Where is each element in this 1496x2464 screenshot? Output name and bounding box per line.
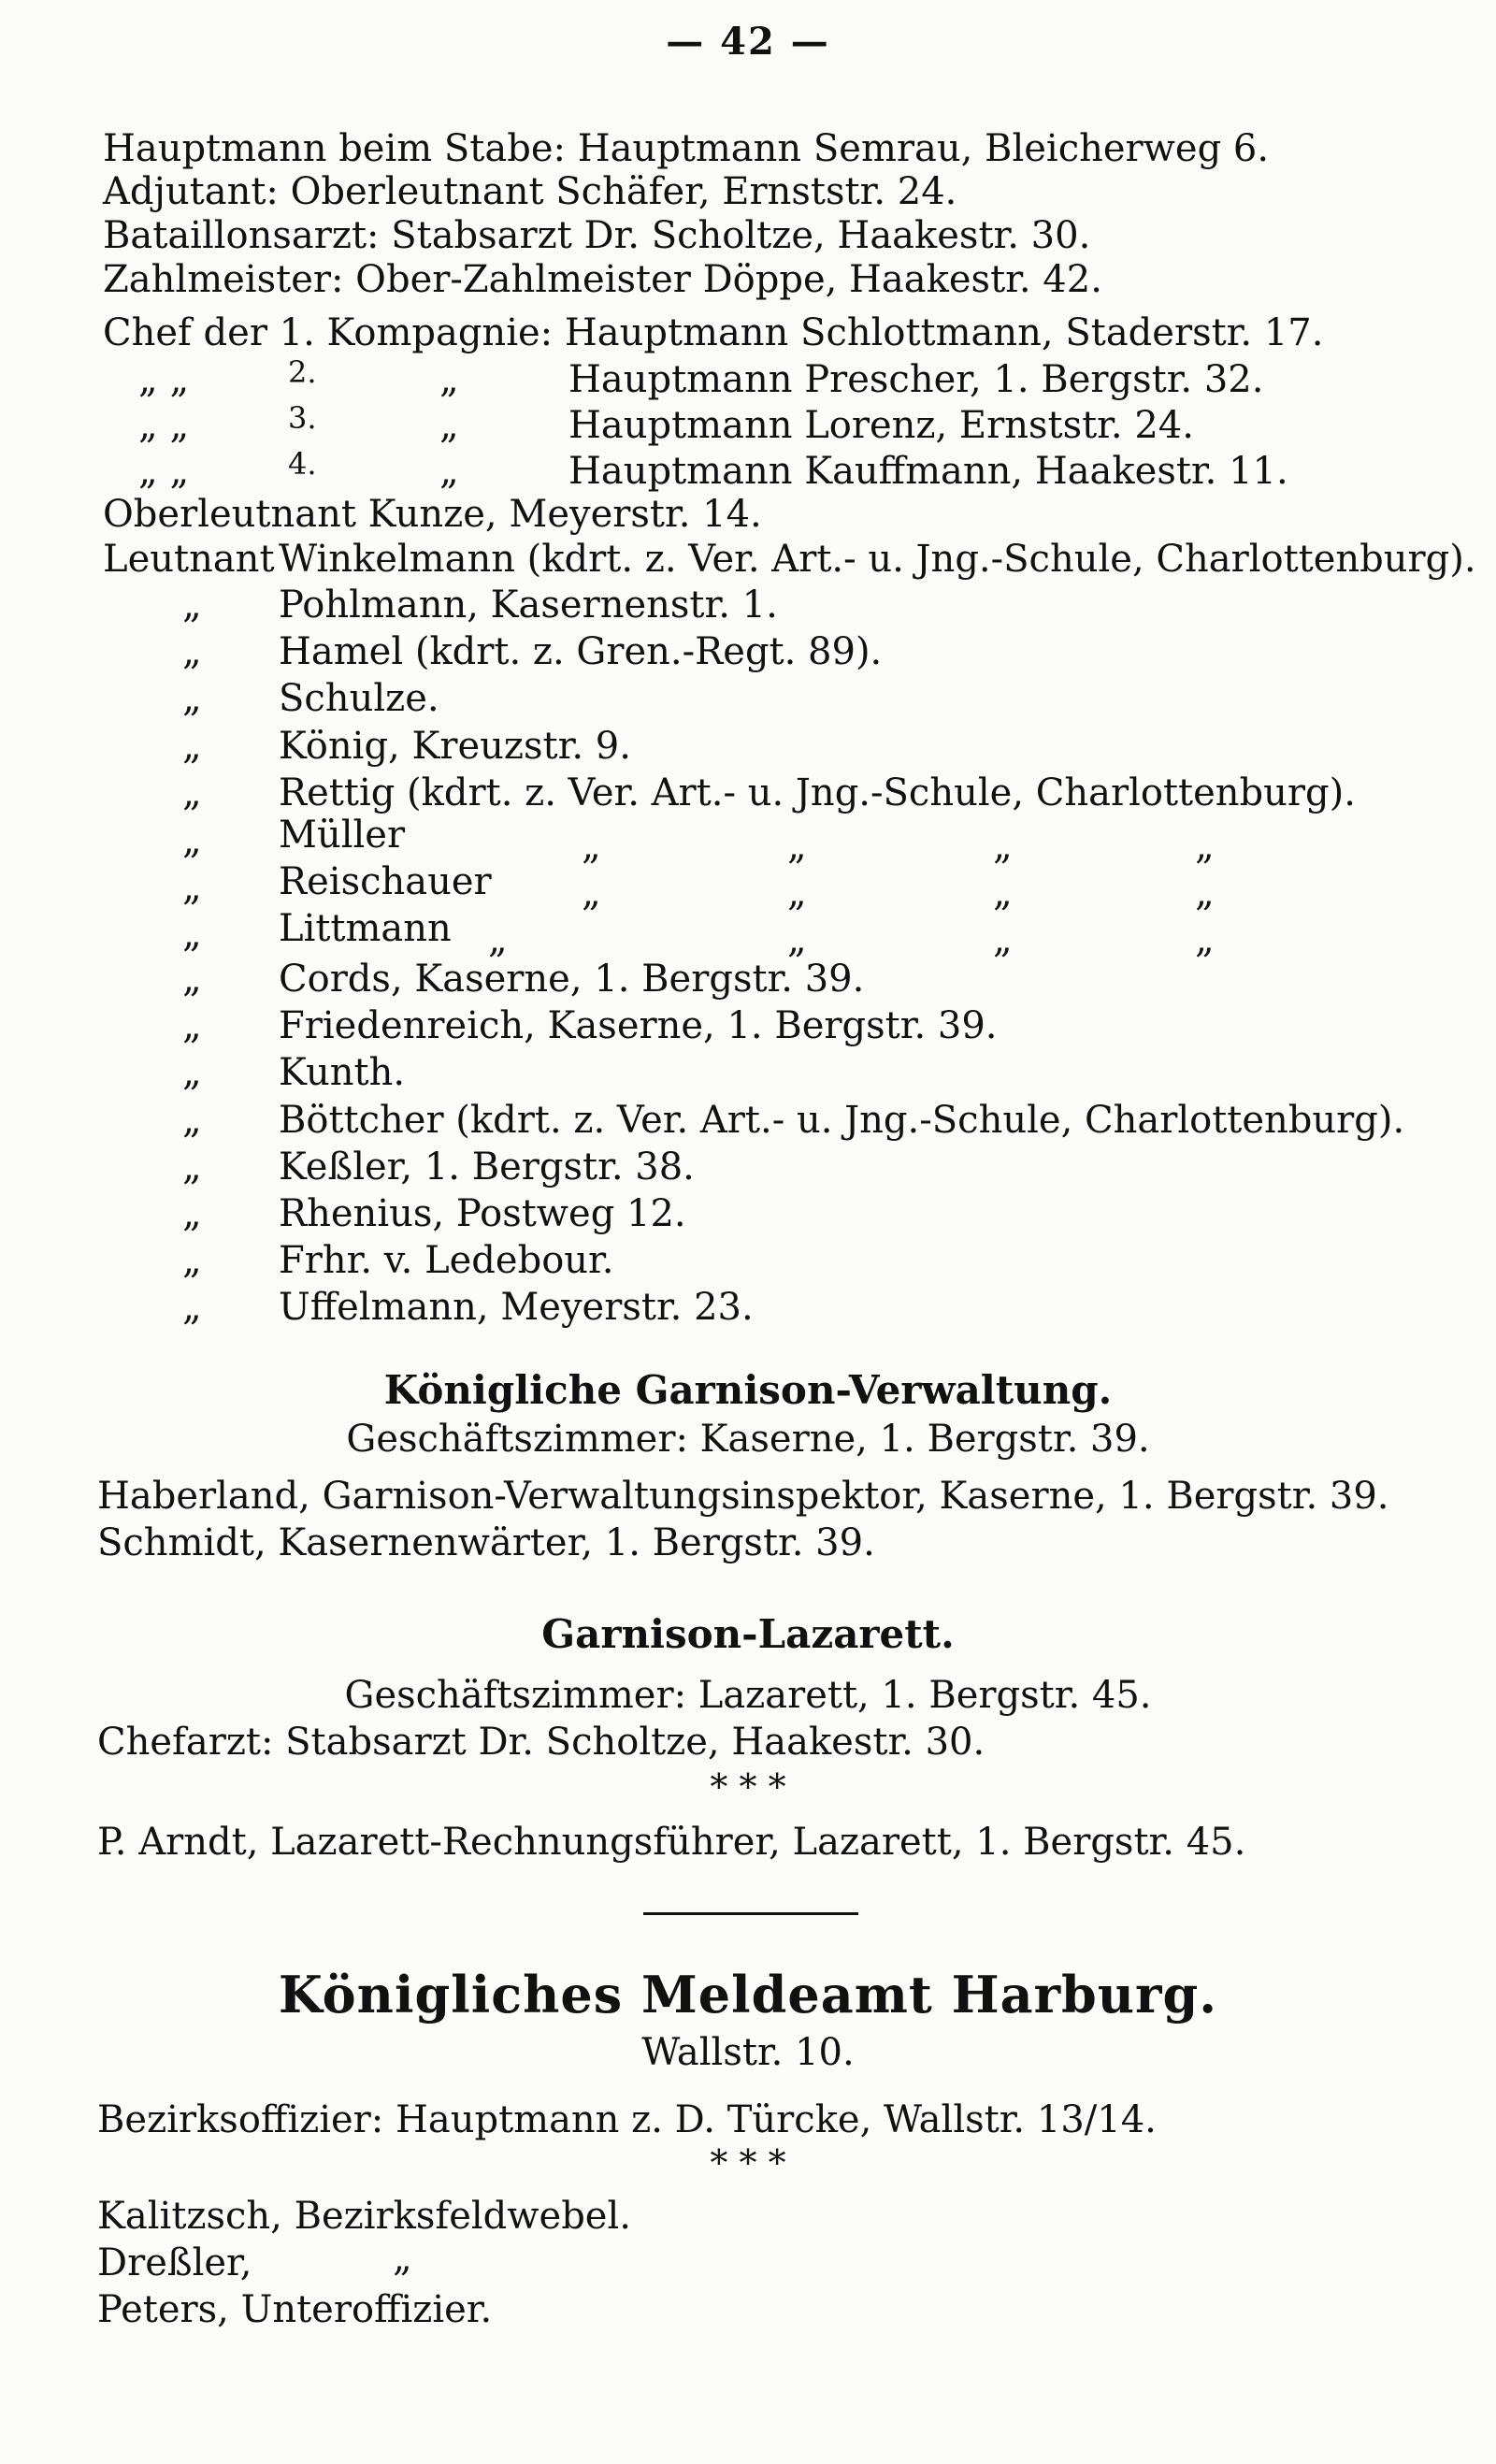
ditto-mark: „	[182, 819, 202, 862]
ditto-mark: „	[182, 1099, 202, 1142]
ditto-mark: „	[182, 725, 202, 768]
ditto-mark: „	[182, 958, 202, 1001]
company-line: Hauptmann Kauffmann, Haakestr. 11.	[568, 450, 1288, 493]
leutnant-entry: Winkelmann (kdrt. z. Ver. Art.- u. Jng.-Schule, Charlottenburg).	[279, 538, 1476, 581]
section-heading: Königliche Garnison-Verwaltung.	[383, 1367, 1113, 1413]
meldeamt-staff: Peters, Unteroffizier.	[97, 2288, 493, 2331]
lazarett-chief: Chefarzt: Stabsarzt Dr. Scholtze, Haakestr. 30.	[97, 1721, 985, 1764]
leutnant-entry: Uffelmann, Meyerstr. 23.	[279, 1286, 754, 1329]
ditto-mark: „	[1195, 872, 1215, 915]
ditto-mark: „	[582, 825, 601, 868]
leutnant-entry: Keßler, 1. Bergstr. 38.	[279, 1146, 695, 1189]
oberleutnant-line: Oberleutnant Kunze, Meyerstr. 14.	[103, 493, 762, 536]
ditto-mark: „	[993, 872, 1013, 915]
leutnant-entry: Rettig (kdrt. z. Ver. Art.- u. Jng.-Schule, Charlottenburg).	[279, 771, 1356, 814]
ditto-mark: „ „	[138, 358, 190, 401]
ditto-mark: „	[1195, 825, 1215, 868]
ditto-mark: „	[582, 872, 601, 915]
company-line: Hauptmann Lorenz, Ernststr. 24.	[568, 404, 1194, 447]
meldeamt-address: Wallstr. 10.	[641, 2031, 855, 2074]
ditto-mark: „	[182, 771, 202, 814]
staff-line: Bataillonsarzt: Stabsarzt Dr. Scholtze, Haakestr. 30.	[103, 214, 1091, 257]
leutnant-entry: Kunth.	[279, 1051, 406, 1094]
meldeamt-staff: Dreßler,	[97, 2241, 252, 2284]
leutnant-entry: Reischauer	[279, 860, 492, 903]
ditto-mark: „	[787, 918, 807, 961]
separator-stars: * * *	[710, 1766, 786, 1808]
office-address: Geschäftszimmer: Kaserne, 1. Bergstr. 39.	[346, 1418, 1150, 1461]
ditto-mark: „	[182, 1192, 202, 1235]
admin-entry: Haberland, Garnison-Verwaltungsinspektor, Kaserne, 1. Bergstr. 39.	[97, 1475, 1389, 1518]
ditto-mark: „	[182, 913, 202, 956]
company-number: 3.	[288, 400, 317, 436]
page-number: — 42 —	[666, 20, 830, 64]
ditto-mark: „	[787, 825, 807, 868]
ditto-mark: „ „	[138, 450, 190, 493]
ditto-mark: „	[182, 866, 202, 909]
ditto-mark: „	[182, 1004, 202, 1047]
leutnant-entry: Schulze.	[279, 677, 439, 720]
staff-line: Zahlmeister: Ober-Zahlmeister Döppe, Haakestr. 42.	[103, 258, 1102, 301]
separator-stars: * * *	[710, 2142, 786, 2183]
ditto-mark: „	[993, 918, 1013, 961]
ditto-mark: „	[182, 630, 202, 673]
leutnant-entry: Hamel (kdrt. z. Gren.-Regt. 89).	[279, 630, 883, 673]
company-number: 2.	[288, 354, 317, 390]
lazarett-accountant: P. Arndt, Lazarett-Rechnungsführer, Lazarett, 1. Bergstr. 45.	[97, 1821, 1246, 1864]
ditto-mark: „	[439, 404, 459, 447]
ditto-mark: „	[182, 1146, 202, 1189]
meldeamt-staff: Kalitzsch, Bezirksfeldwebel.	[97, 2195, 631, 2238]
leutnant-entry: Rhenius, Postweg 12.	[279, 1192, 686, 1235]
company-number: 4.	[288, 446, 317, 482]
staff-line: Hauptmann beim Stabe: Hauptmann Semrau, Bleicherweg 6.	[103, 127, 1270, 170]
leutnant-entry: Müller	[279, 814, 406, 857]
leutnant-label: Leutnant	[103, 538, 275, 581]
section-heading: Garnison-Lazarett.	[541, 1611, 955, 1657]
leutnant-entry: Frhr. v. Ledebour.	[279, 1239, 614, 1282]
ditto-mark: „	[182, 584, 202, 627]
ditto-mark: „	[439, 358, 459, 401]
ditto-mark: „ „	[138, 404, 190, 447]
ditto-mark: „	[993, 825, 1013, 868]
leutnant-entry: König, Kreuzstr. 9.	[279, 725, 631, 768]
ditto-mark: „	[787, 872, 807, 915]
leutnant-entry: Friedenreich, Kaserne, 1. Bergstr. 39.	[279, 1004, 998, 1047]
company-line: Hauptmann Prescher, 1. Bergstr. 32.	[568, 358, 1264, 401]
ditto-mark: „	[1195, 918, 1215, 961]
ditto-mark: „	[488, 918, 508, 961]
staff-line: Chef der 1. Kompagnie: Hauptmann Schlottmann, Staderstr. 17.	[103, 311, 1324, 354]
ditto-mark: „	[182, 677, 202, 720]
office-address: Geschäftszimmer: Lazarett, 1. Bergstr. 45.	[344, 1674, 1152, 1717]
main-heading: Königliches Meldeamt Harburg.	[278, 1965, 1218, 2025]
staff-line: Adjutant: Oberleutnant Schäfer, Ernststr. 24.	[103, 170, 957, 213]
leutnant-entry: Pohlmann, Kasernenstr. 1.	[279, 584, 778, 627]
ditto-mark: „	[182, 1051, 202, 1094]
section-divider	[643, 1912, 858, 1915]
ditto-mark: „	[182, 1239, 202, 1282]
leutnant-entry: Littmann	[279, 907, 452, 950]
district-officer: Bezirksoffizier: Hauptmann z. D. Türcke, Wallstr. 13/14.	[97, 2098, 1157, 2141]
ditto-mark: „	[182, 1286, 202, 1329]
ditto-mark: „	[439, 450, 459, 493]
leutnant-entry: Cords, Kaserne, 1. Bergstr. 39.	[279, 958, 865, 1001]
admin-entry: Schmidt, Kasernenwärter, 1. Bergstr. 39.	[97, 1521, 875, 1564]
leutnant-entry: Böttcher (kdrt. z. Ver. Art.- u. Jng.-Schule, Charlottenburg).	[279, 1099, 1405, 1142]
ditto-mark: „	[393, 2237, 412, 2280]
